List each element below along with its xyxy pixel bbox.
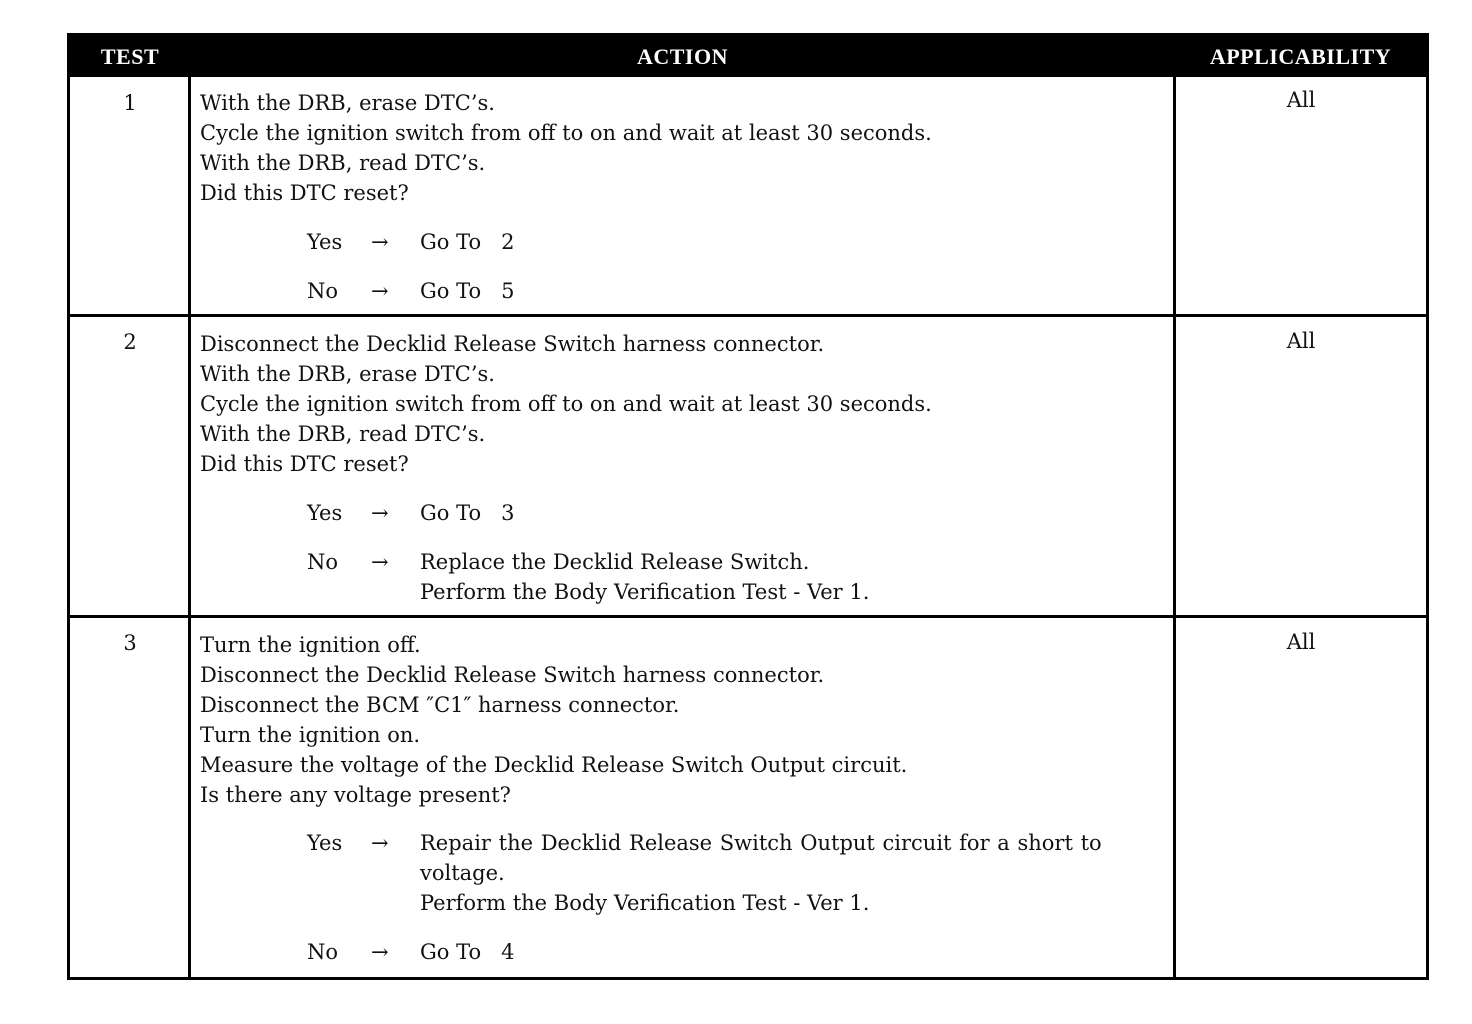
action-step: Cycle the ignition switch from off to on and wait at least 30 seconds.: [200, 121, 932, 145]
diagnostic-test-table: [67, 33, 1429, 980]
outcome-result: [420, 276, 515, 306]
outcome-label: No: [307, 940, 339, 964]
action-step: Disconnect the Decklid Release Switch harness connector.: [200, 332, 825, 356]
outcome-label: Yes: [307, 831, 343, 855]
applicability-value: All: [1286, 329, 1316, 353]
header-test: TEST: [100, 44, 160, 69]
action-steps: [200, 630, 907, 810]
action-step: Disconnect the BCM ″C1″ harness connector.: [200, 693, 680, 717]
applicability-value: All: [1286, 630, 1316, 654]
outcome-result-line: Replace the Decklid Release Switch.: [420, 550, 810, 574]
action-step: Measure the voltage of the Decklid Release Switch Output circuit.: [200, 753, 908, 777]
outcome-result: [420, 498, 515, 528]
outcome-yes: [307, 227, 1177, 257]
outcome-result-line: Go To 2: [420, 230, 515, 254]
arrow-icon: →: [371, 230, 389, 254]
row-divider: [70, 314, 1426, 317]
outcome-result-line: Go To 3: [420, 501, 515, 525]
outcome-result-line: Repair the Decklid Release Switch Output circuit for a short to: [420, 831, 1102, 855]
action-step: With the DRB, erase DTC’s.: [200, 91, 495, 115]
action-step: With the DRB, read DTC’s.: [200, 151, 486, 175]
arrow-icon: →: [371, 831, 389, 855]
action-step: Turn the ignition on.: [200, 723, 421, 747]
arrow-icon: →: [371, 279, 389, 303]
action-steps: [200, 88, 932, 208]
outcome-result: [420, 828, 1102, 918]
table-header: [70, 36, 1426, 77]
action-step: Is there any voltage present?: [200, 783, 511, 807]
test-number: 3: [123, 631, 137, 655]
header-applicability: APPLICABILITY: [1209, 44, 1392, 69]
action-step: Did this DTC reset?: [200, 452, 409, 476]
action-steps: [200, 329, 932, 479]
outcome-no: [307, 937, 1177, 967]
test-number: 1: [123, 91, 137, 115]
outcome-result-line: Go To 5: [420, 279, 515, 303]
outcome-result: [420, 227, 515, 257]
outcome-no: [307, 276, 1177, 306]
action-step: Did this DTC reset?: [200, 181, 409, 205]
outcome-result-line: Perform the Body Verification Test - Ver 1.: [420, 891, 870, 915]
outcome-result-line: Perform the Body Verification Test - Ver 1.: [420, 580, 870, 604]
row-divider: [70, 615, 1426, 618]
action-step: Cycle the ignition switch from off to on and wait at least 30 seconds.: [200, 392, 932, 416]
applicability-value: All: [1286, 88, 1316, 112]
outcome-label: No: [307, 279, 339, 303]
arrow-icon: →: [371, 550, 389, 574]
action-step: With the DRB, read DTC’s.: [200, 422, 486, 446]
test-number: 2: [123, 330, 137, 354]
outcome-yes: [307, 498, 1177, 528]
outcome-no: [307, 547, 1177, 607]
header-action: ACTION: [636, 44, 728, 69]
action-step: With the DRB, erase DTC’s.: [200, 362, 495, 386]
action-step: Disconnect the Decklid Release Switch harness connector.: [200, 663, 825, 687]
outcome-result: [420, 937, 515, 967]
column-divider: [188, 77, 191, 977]
action-step: Turn the ignition off.: [200, 633, 421, 657]
arrow-icon: →: [371, 501, 389, 525]
arrow-icon: →: [371, 940, 389, 964]
outcome-result-line: Go To 4: [420, 940, 515, 964]
outcome-yes: [307, 828, 1173, 918]
outcome-label: Yes: [307, 501, 343, 525]
outcome-label: Yes: [307, 230, 343, 254]
outcome-label: No: [307, 550, 339, 574]
outcome-result-line: voltage.: [420, 861, 505, 885]
outcome-result: [420, 547, 869, 607]
